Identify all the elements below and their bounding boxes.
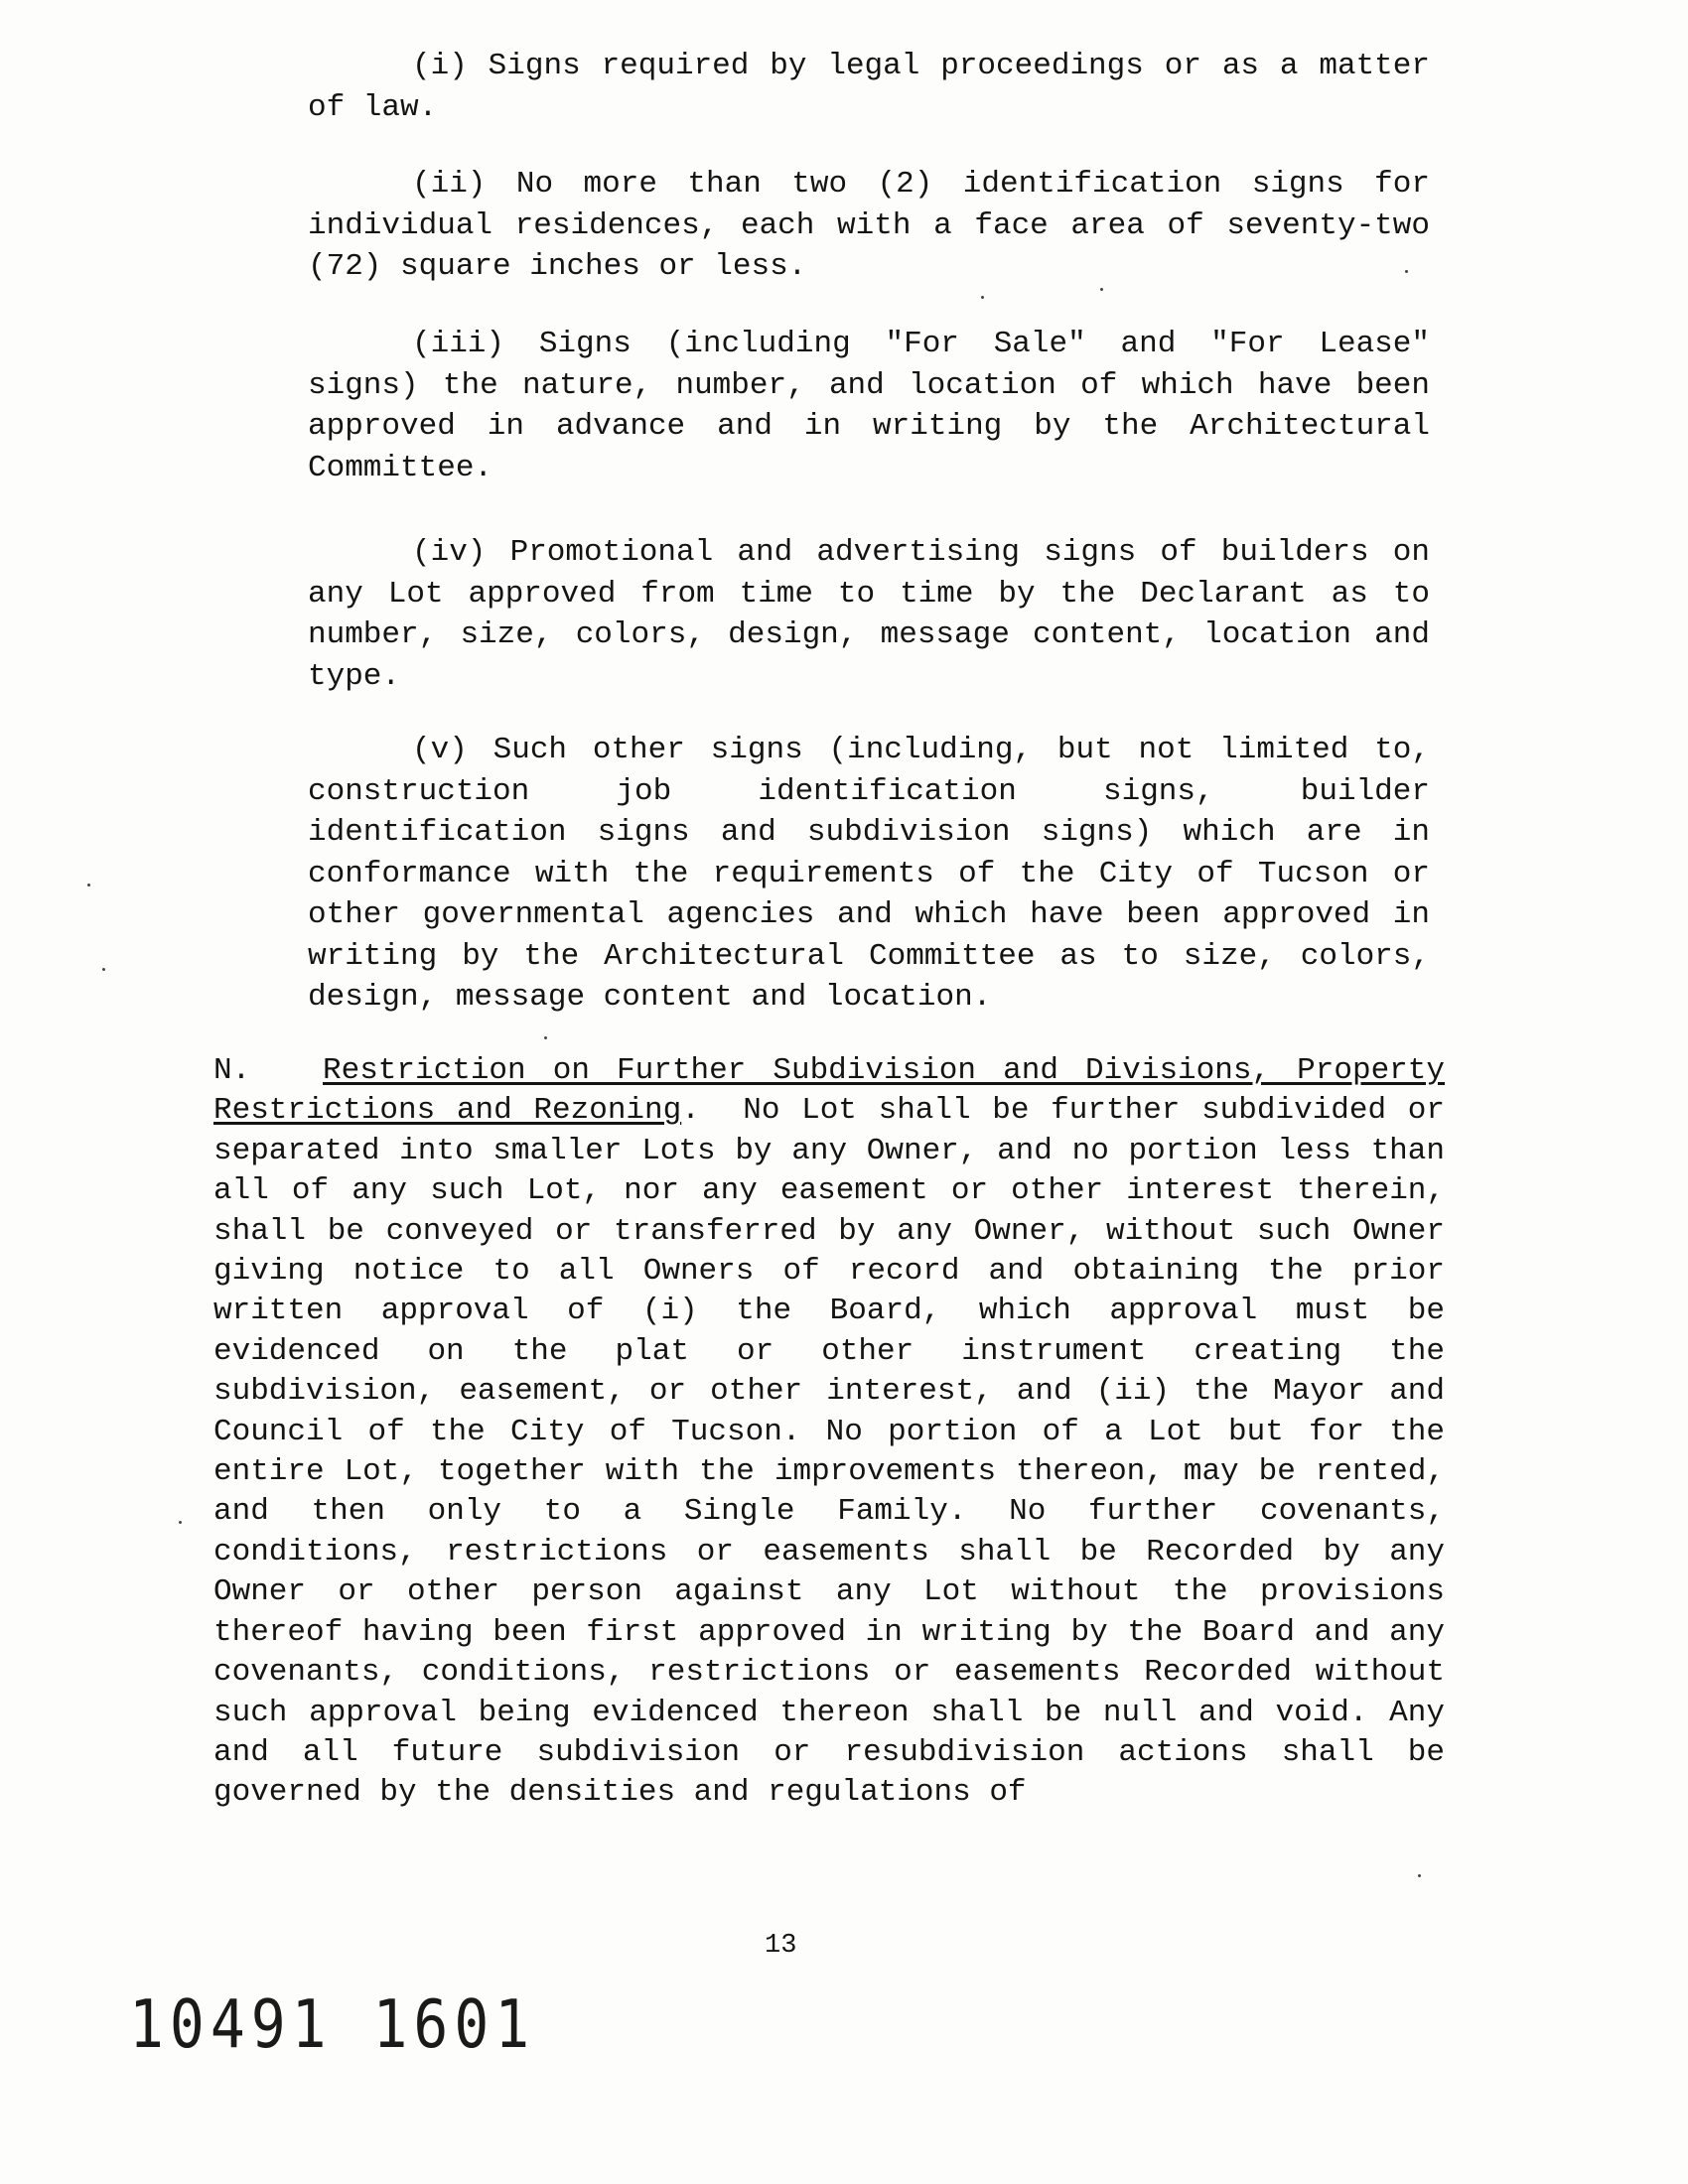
recording-stamp: 10491 1601 — [129, 1985, 536, 2064]
section-n-paragraph — [213, 1051, 1445, 1814]
scan-speck — [981, 296, 984, 299]
subsection-iii — [308, 324, 1430, 488]
section-n-label: N. — [213, 1053, 251, 1088]
section-n-body: No Lot shall be further subdivided or separated into smaller Lots by any Owner, and no portion less than all of any such Lot, nor any easement or other interest therein, shall be conveyed or transferred by any Owner, without such Owner giving notice to all Owners of record and obtaining the prior written approval of (i) the Board, which approval must be evidenced on the plat or other instrument creating the subdivision, easement, or other interest, and (ii) the Mayor and Council of the City of Tucson. No portion of a Lot but for the entire Lot, together with the improvements thereon, may be rented, and then only to a Single Family. No further covenants, conditions, restrictions or easements shall be Recorded by any Owner or other person against any Lot without the provisions thereof having been first approved in writing by the Board and any covenants, conditions, restrictions or easements Recorded without such approval being evidenced thereon shall be null and void. Any and all future subdivision or resubdivision actions shall be governed by the densities and regulations of — [213, 1093, 1445, 1811]
subsection-iv — [308, 532, 1430, 697]
subsection-iv-text: (iv) Promotional and advertising signs of builders on any Lot approved from time to time by the Declarant as to number, size, colors, design, message content, location and type. — [308, 535, 1430, 694]
scan-speck — [544, 1036, 547, 1039]
section-n-heading-end: . — [681, 1093, 700, 1129]
subsection-iii-text: (iii) Signs (including "For Sale" and "For Lease" signs) the nature, number, and location of which have been approved in advance and in writing by the Architectural Committee. — [308, 327, 1430, 485]
scan-speck — [1100, 288, 1103, 291]
subsection-v-text: (v) Such other signs (including, but not limited to, construction job identification signs, builder identification signs and subdivision signs) which are in conformance with the requirements of the City of Tucson or other governmental agencies and which have been approved in writing by the Architectural Committee as to size, colors, design, message content and location. — [308, 733, 1430, 1015]
scan-speck — [87, 884, 90, 887]
scan-speck — [102, 968, 105, 971]
scan-speck — [1418, 1874, 1421, 1877]
subsection-i-text: (i) Signs required by legal proceedings or as a matter of law. — [308, 49, 1430, 125]
page-number: 13 — [765, 1931, 797, 1961]
scan-speck — [179, 1521, 182, 1524]
subsection-i — [308, 46, 1430, 128]
section-n-heading: Restriction on Further Subdivision and Divisions, Property Restrictions and Rezoning — [213, 1053, 1445, 1129]
subsection-v — [308, 730, 1430, 1019]
scan-speck — [1405, 270, 1408, 273]
subsection-ii — [308, 164, 1430, 288]
subsection-ii-text: (ii) No more than two (2) identification signs for individual residences, each with a face area of seventy-two (72) square inches or less. — [308, 167, 1430, 284]
